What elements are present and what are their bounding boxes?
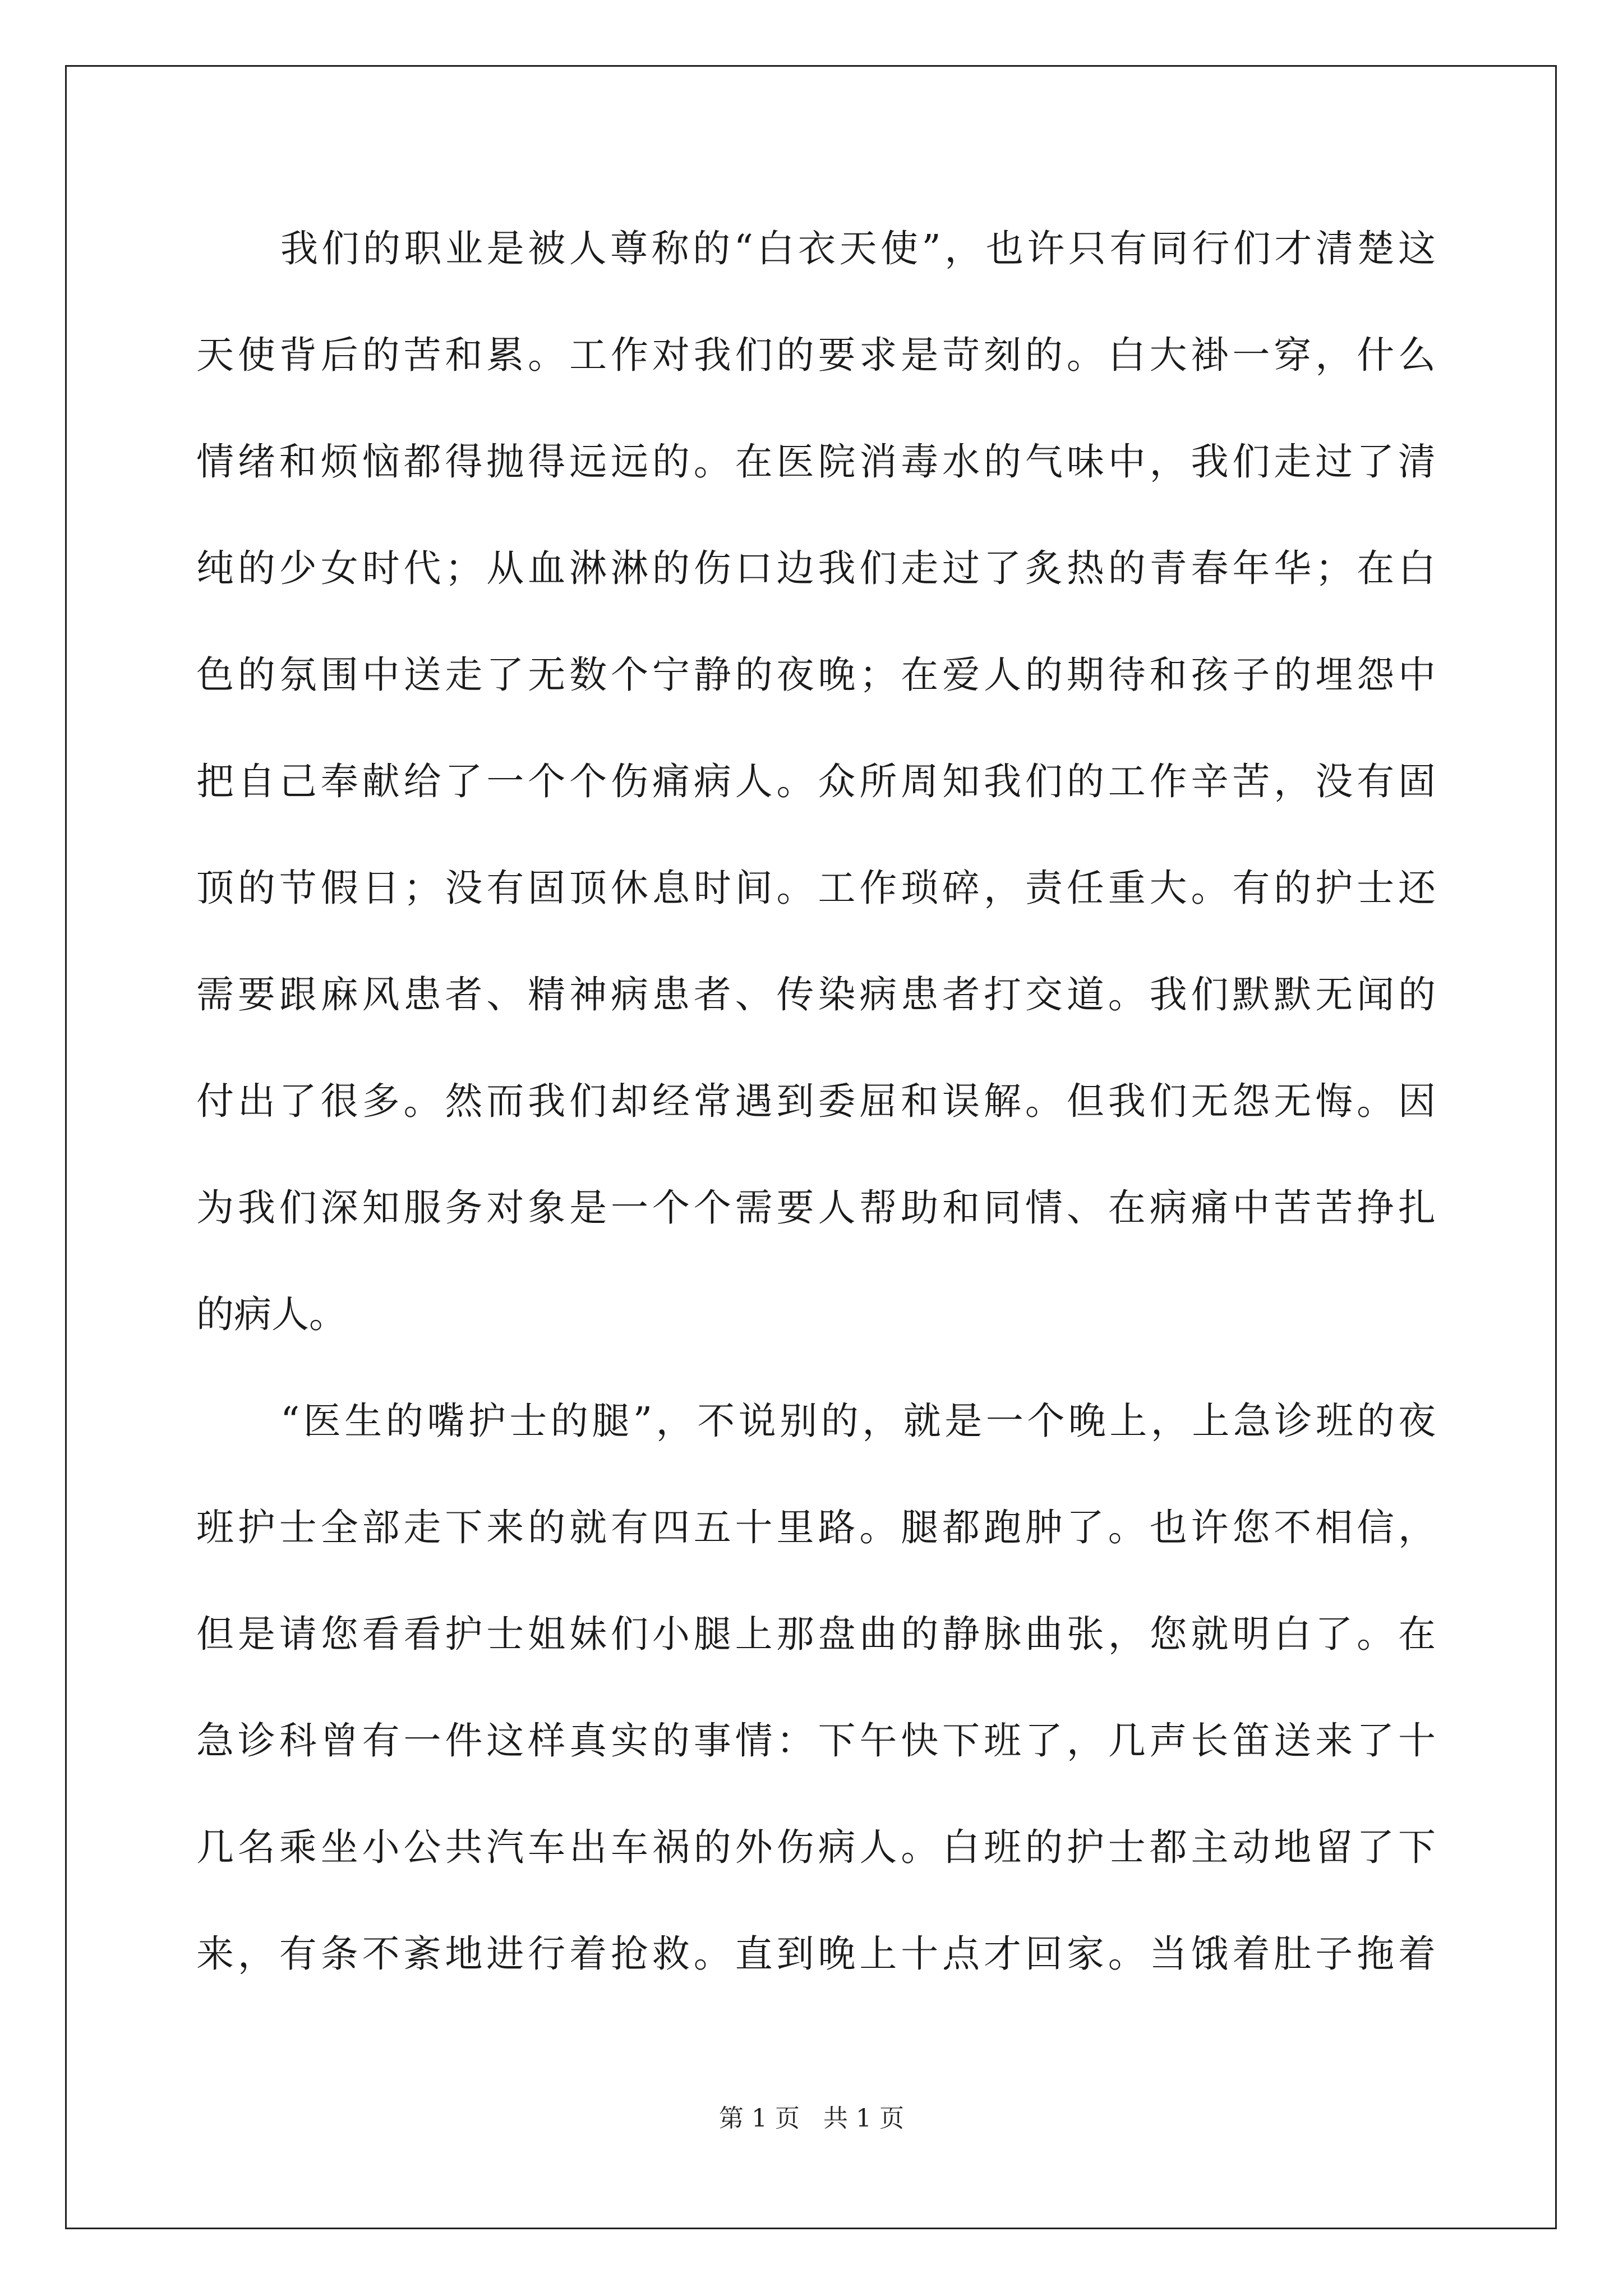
- paragraph-2-line-4: 急诊科曾有一件这样真实的事情：下午快下班了，几声长笛送来了十: [196, 1719, 1436, 1763]
- paragraph-2-line-1: “医生的嘴护士的腿”，不说别的，就是一个晚上，上急诊班的夜: [280, 1399, 1436, 1443]
- paragraph-2-line-2: 班护士全部走下来的就有四五十里路。腿都跑肿了。也许您不相信，: [196, 1506, 1436, 1549]
- paragraph-2-line-5: 几名乘坐小公共汽车出车祸的外伤病人。白班的护士都主动地留了下: [196, 1825, 1436, 1869]
- paragraph-2-line-6: 来，有条不紊地进行着抢救。直到晚上十点才回家。当饿着肚子拖着: [196, 1932, 1436, 1976]
- paragraph-1-line-11: 的病人。: [196, 1292, 347, 1336]
- page-border: [65, 65, 1557, 2229]
- page-number-footer: 第 1 页 共 1 页: [719, 2104, 904, 2133]
- paragraph-1-line-6: 把自己奉献给了一个个伤痛病人。众所周知我们的工作辛苦，没有固: [196, 760, 1436, 803]
- paragraph-1-line-7: 顶的节假日；没有固顶休息时间。工作琐碎，责任重大。有的护士还: [196, 866, 1436, 910]
- paragraph-1-line-3: 情绪和烦恼都得抛得远远的。在医院消毒水的气味中，我们走过了清: [196, 440, 1436, 484]
- paragraph-1-line-8: 需要跟麻风患者、精神病患者、传染病患者打交道。我们默默无闻的: [196, 973, 1436, 1016]
- paragraph-1-line-4: 纯的少女时代；从血淋淋的伤口边我们走过了炙热的青春年华；在白: [196, 546, 1436, 590]
- paragraph-1-line-9: 付出了很多。然而我们却经常遇到委屈和误解。但我们无怨无悔。因: [196, 1079, 1436, 1123]
- paragraph-1-line-10: 为我们深知服务对象是一个个需要人帮助和同情、在病痛中苦苦挣扎: [196, 1186, 1436, 1230]
- paragraph-1-line-5: 色的氛围中送走了无数个宁静的夜晚；在爱人的期待和孩子的埋怨中: [196, 653, 1436, 697]
- paragraph-2-line-3: 但是请您看看护士姐妹们小腿上那盘曲的静脉曲张，您就明白了。在: [196, 1612, 1436, 1656]
- paragraph-1-line-1: 我们的职业是被人尊称的“白衣天使”，也许只有同行们才清楚这: [280, 227, 1436, 270]
- paragraph-1-line-2: 天使背后的苦和累。工作对我们的要求是苛刻的。白大褂一穿，什么: [196, 333, 1436, 377]
